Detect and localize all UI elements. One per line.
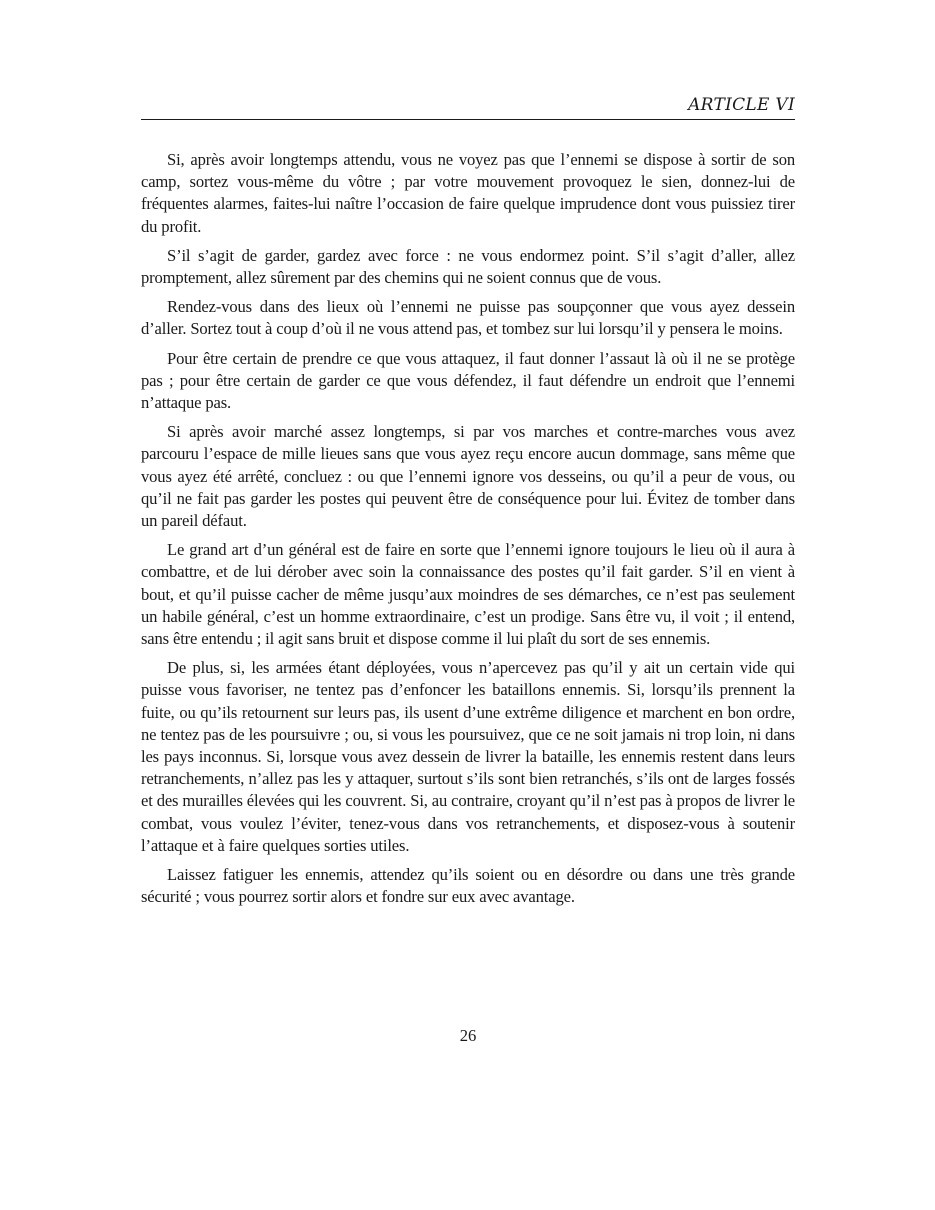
- page-number: 26: [459, 1026, 477, 1045]
- body-text: [141, 149, 795, 916]
- paragraph: S’il s’agit de garder, gardez avec force : ne vous endormez point. S’il s’agit d’aller, allez promptement, allez sûrement par des chemins qui ne soient connus que de vous.: [141, 245, 795, 288]
- paragraph: Le grand art d’un général est de faire en sorte que l’ennemi ignore toujours le lieu où il aura à combattre, et de lui dérober avec soin la connaissance des postes qu’il fait garder. S’il en vient à bout, et qu’il puisse cacher de même jusqu’aux moindres de ses démarches, ce n’est pas seulement un habile général, c’est un homme extraordinaire, c’est un prodige. Sans être vu, il voit ; il entend, sans être entendu ; il agit sans bruit et dispose comme il lui plaît du sort de ses ennemis.: [141, 540, 795, 649]
- header-rule: [141, 119, 795, 120]
- paragraph: De plus, si, les armées étant déployées, vous n’apercevez pas qu’il y ait un certain vide qui puisse vous favoriser, ne tentez pas d’enfoncer les bataillons ennemis. Si, lorsqu’ils prennent la fuite, ou qu’ils retournent sur leurs pas, ils usent d’une extrême diligence et marchent en bon ordre, ne tentez pas de les poursuivre ; ou, si vous les poursuivez, que ce ne soit jamais ni trop loin, ni dans les pays inconnus. Si, lorsque vous avez dessein de livrer la bataille, les ennemis restent dans leurs retranchements, n’allez pas les y attaquer, surtout s’ils sont bien retranchés, s’ils ont de larges fossés et des murailles élevées qui les couvrent. Si, au contraire, croyant qu’il n’est pas à propos de livrer le combat, vous voulez l’éviter, tenez-vous dans vos retranchements, et disposez-vous à soutenir l’attaque et à faire quelques sorties utiles.: [141, 658, 795, 855]
- paragraph: Laissez fatiguer les ennemis, attendez qu’ils soient ou en désordre ou dans une très grande sécurité ; vous pourrez sortir alors et fondre sur eux avec avantage.: [141, 865, 795, 907]
- running-header-title: ARTICLE VI: [688, 95, 795, 115]
- paragraph: Si après avoir marché assez longtemps, si par vos marches et contre-marches vous avez parcouru l’espace de mille lieues sans que vous ayez reçu encore aucun dommage, sans même que vous ayez été arrêté, concluez : ou que l’ennemi ignore vos desseins, ou qu’il a peur de vous, ou qu’il ne fait pas garder les postes qui peuvent être de conséquence pour lui. Évitez de tomber dans un pareil défaut.: [141, 422, 795, 531]
- paragraph: Si, après avoir longtemps attendu, vous ne voyez pas que l’ennemi se dispose à sortir de son camp, sortez vous-même du vôtre ; par votre mouvement provoquez le sien, donnez-lui de fréquentes alarmes, faites-lui naître l’occasion de faire quelque imprudence dont vous puissiez tirer du profit.: [141, 150, 795, 236]
- paragraph: Rendez-vous dans des lieux où l’ennemi ne puisse pas soupçonner que vous ayez dessein d’aller. Sortez tout à coup d’où il ne vous attend pas, et tombez sur lui lorsqu’il y pensera le moins.: [141, 297, 795, 339]
- paragraph: Pour être certain de prendre ce que vous attaquez, il faut donner l’assaut là où il ne se protège pas ; pour être certain de garder ce que vous défendez, il faut défendre un endroit que l’ennemi n’attaque pas.: [141, 348, 795, 413]
